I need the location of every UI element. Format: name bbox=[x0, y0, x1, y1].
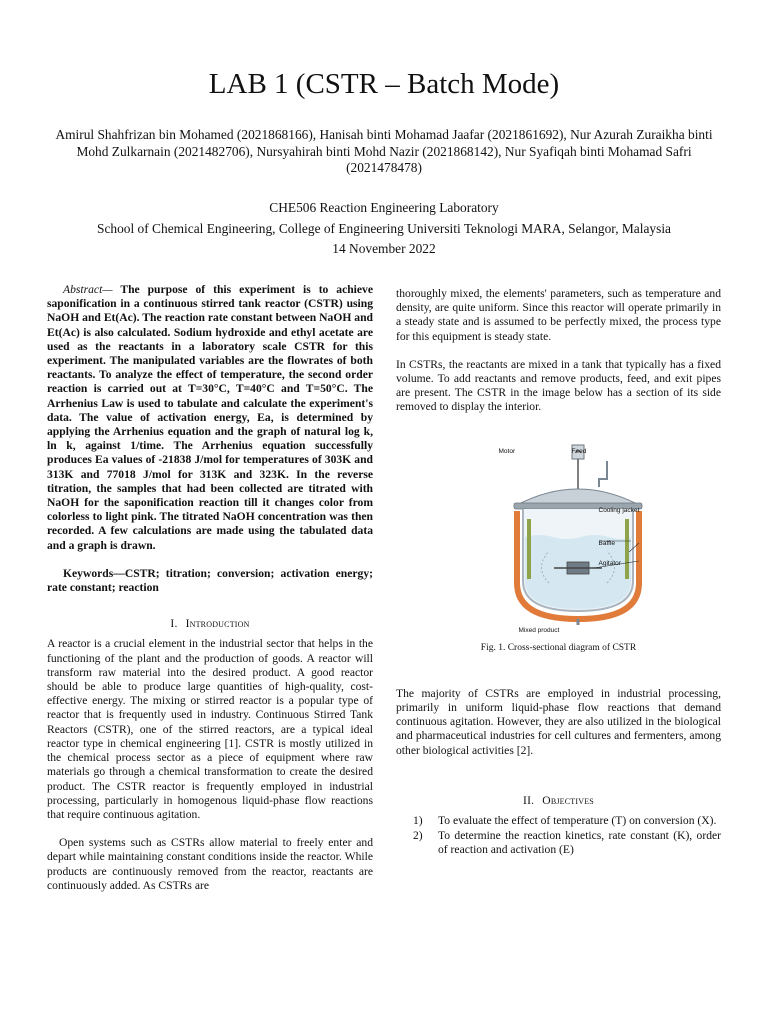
section-title: Objectives bbox=[542, 793, 594, 807]
baffle-right bbox=[625, 519, 629, 579]
intro-paragraph-4: In CSTRs, the reactants are mixed in a tank that typically has a fixed volume. To add reactants and remove products, feed, and exit pipes are present. The CSTR in the image below has a section of its side removed to display the interior. bbox=[396, 357, 721, 414]
left-column bbox=[47, 283, 373, 893]
label-cooling-jacket: Cooling jacket bbox=[598, 506, 640, 514]
section-heading-introduction bbox=[47, 617, 373, 631]
paper-title: LAB 1 (CSTR – Batch Mode) bbox=[208, 68, 560, 100]
abstract bbox=[47, 283, 373, 553]
label-feed: Feed bbox=[571, 447, 587, 455]
figure-caption: Fig. 1. Cross-sectional diagram of CSTR bbox=[480, 642, 637, 653]
feed-pipe bbox=[599, 461, 607, 487]
label-baffle: Baffle bbox=[598, 539, 616, 547]
keywords: Keywords—CSTR; titration; conversion; activation energy; rate constant; reaction bbox=[47, 566, 373, 595]
course-name: CHE506 Reaction Engineering Laboratory bbox=[269, 200, 499, 215]
affiliation-block bbox=[40, 198, 728, 260]
baffle-left bbox=[527, 519, 531, 579]
abstract-text: The purpose of this experiment is to achieve saponification in a continuous stirred tank reactor (CSTR) using NaOH and Et(Ac). The reaction rate constant between NaOH and Et(Ac) is also calculated. Sodium hydroxide and ethyl acetate are used as the reactants in a laboratory scale CSTR for this experiment. The manipulated variables are the flowrates of both reactants. To analyze the effect of temperature, the second order reaction is carried out at T=30°C, T=40°C and T=50°C. The Arrhenius Law is used to tabulate and calculate the experiment's data. The value of activation energy, Ea, is determined by applying the Arrhenius equation and the graph of natural log k, ln k, against 1/time. The Arrhenius equation successfully produces Ea values of -21838 J/mol for temperatures of 303K and 313K and 77018 J/mol for 313K and 323K. In the reverse titration, the samples that had been collected are titrated with NaOH for the saponification reaction till it changes color from colorless to light pink. The titrated NaOH concentration was then recorded. A few calculations are made using the tabulated data and a graph is drawn. bbox=[47, 283, 373, 552]
list-item: 2) To determine the reaction kinetics, rate constant (K), order of reaction and activation (E) bbox=[413, 829, 721, 857]
right-column bbox=[396, 287, 721, 859]
section-number: II. bbox=[523, 793, 535, 807]
section-title: Introduction bbox=[185, 617, 250, 631]
section-number: I. bbox=[170, 617, 178, 631]
section-heading-objectives bbox=[396, 794, 721, 808]
intro-paragraph-2: Open systems such as CSTRs allow material to freely enter and depart while maintaining constant conditions inside the reactor. While products are continuously removed from the reactor, reactants are continuously added. As CSTRs are bbox=[47, 836, 373, 892]
list-item: 1) To evaluate the effect of temperature (T) on conversion (X). bbox=[413, 814, 717, 828]
intro-paragraph-1: A reactor is a crucial element in the industrial sector that helps in the functioning of the plant and the production of goods. A reactor will transform raw material into the desired product. A good reactor should be able to produce large quantities of high-quality, cost-effective energy. The mixing or stirred reactor is a popular type of reactor that is frequently used in industry. Continuous Stirred Tank Reactors (CSTR), one of the stirred reactors, are a typical ideal reactor type in chemical engineering [1]. CSTR is mostly utilized in the chemical process sector as a piece of equipment where raw materials go through a chemical transformation to create the desired product. The CSTR reactor is frequently employed in industrial processing, particularly in homogenous liquid-phase flow reactions that require continuous agitation. bbox=[47, 637, 373, 821]
author-list: Amirul Shahfrizan bin Mohamed (2021868166), Hanisah binti Mohamad Jaafar (2021861692), Nur Azurah Zuraikha binti Mohd Zulkarnain (2021482706), Nursyahirah binti Mohd Nazir (2021868142), Nur Syafiqah binti Mohamad Safri (2021478478) bbox=[55, 127, 713, 175]
label-motor: Motor bbox=[498, 447, 516, 455]
abstract-lead: Abstract— bbox=[63, 283, 113, 296]
school-name: School of Chemical Engineering, College of Engineering Universiti Teknologi MARA, Selangor, Malaysia bbox=[97, 220, 671, 236]
paper-date: 14 November 2022 bbox=[332, 241, 436, 256]
intro-paragraph-5: The majority of CSTRs are employed in industrial processing, primarily in uniform liquid-phase flow reactions that demand continuous agitation. However, they are also utilized in the biological and pharmaceutical industries for cell cultures and fermenters, among other biological activities [2]. bbox=[396, 686, 721, 757]
intro-paragraph-3: thoroughly mixed, the elements' parameters, such as temperature and density, are quite uniform. Since this reactor will operate primarily in a steady state and is assumed to be perfectly mixed, the process type for this equipment is steady state. bbox=[396, 287, 721, 343]
cstr-diagram bbox=[459, 433, 659, 625]
objectives-list bbox=[396, 814, 721, 858]
cstr-figure bbox=[396, 433, 721, 655]
label-agitator: Agitator bbox=[598, 559, 621, 567]
label-mixed-product: Mixed product bbox=[518, 626, 560, 634]
